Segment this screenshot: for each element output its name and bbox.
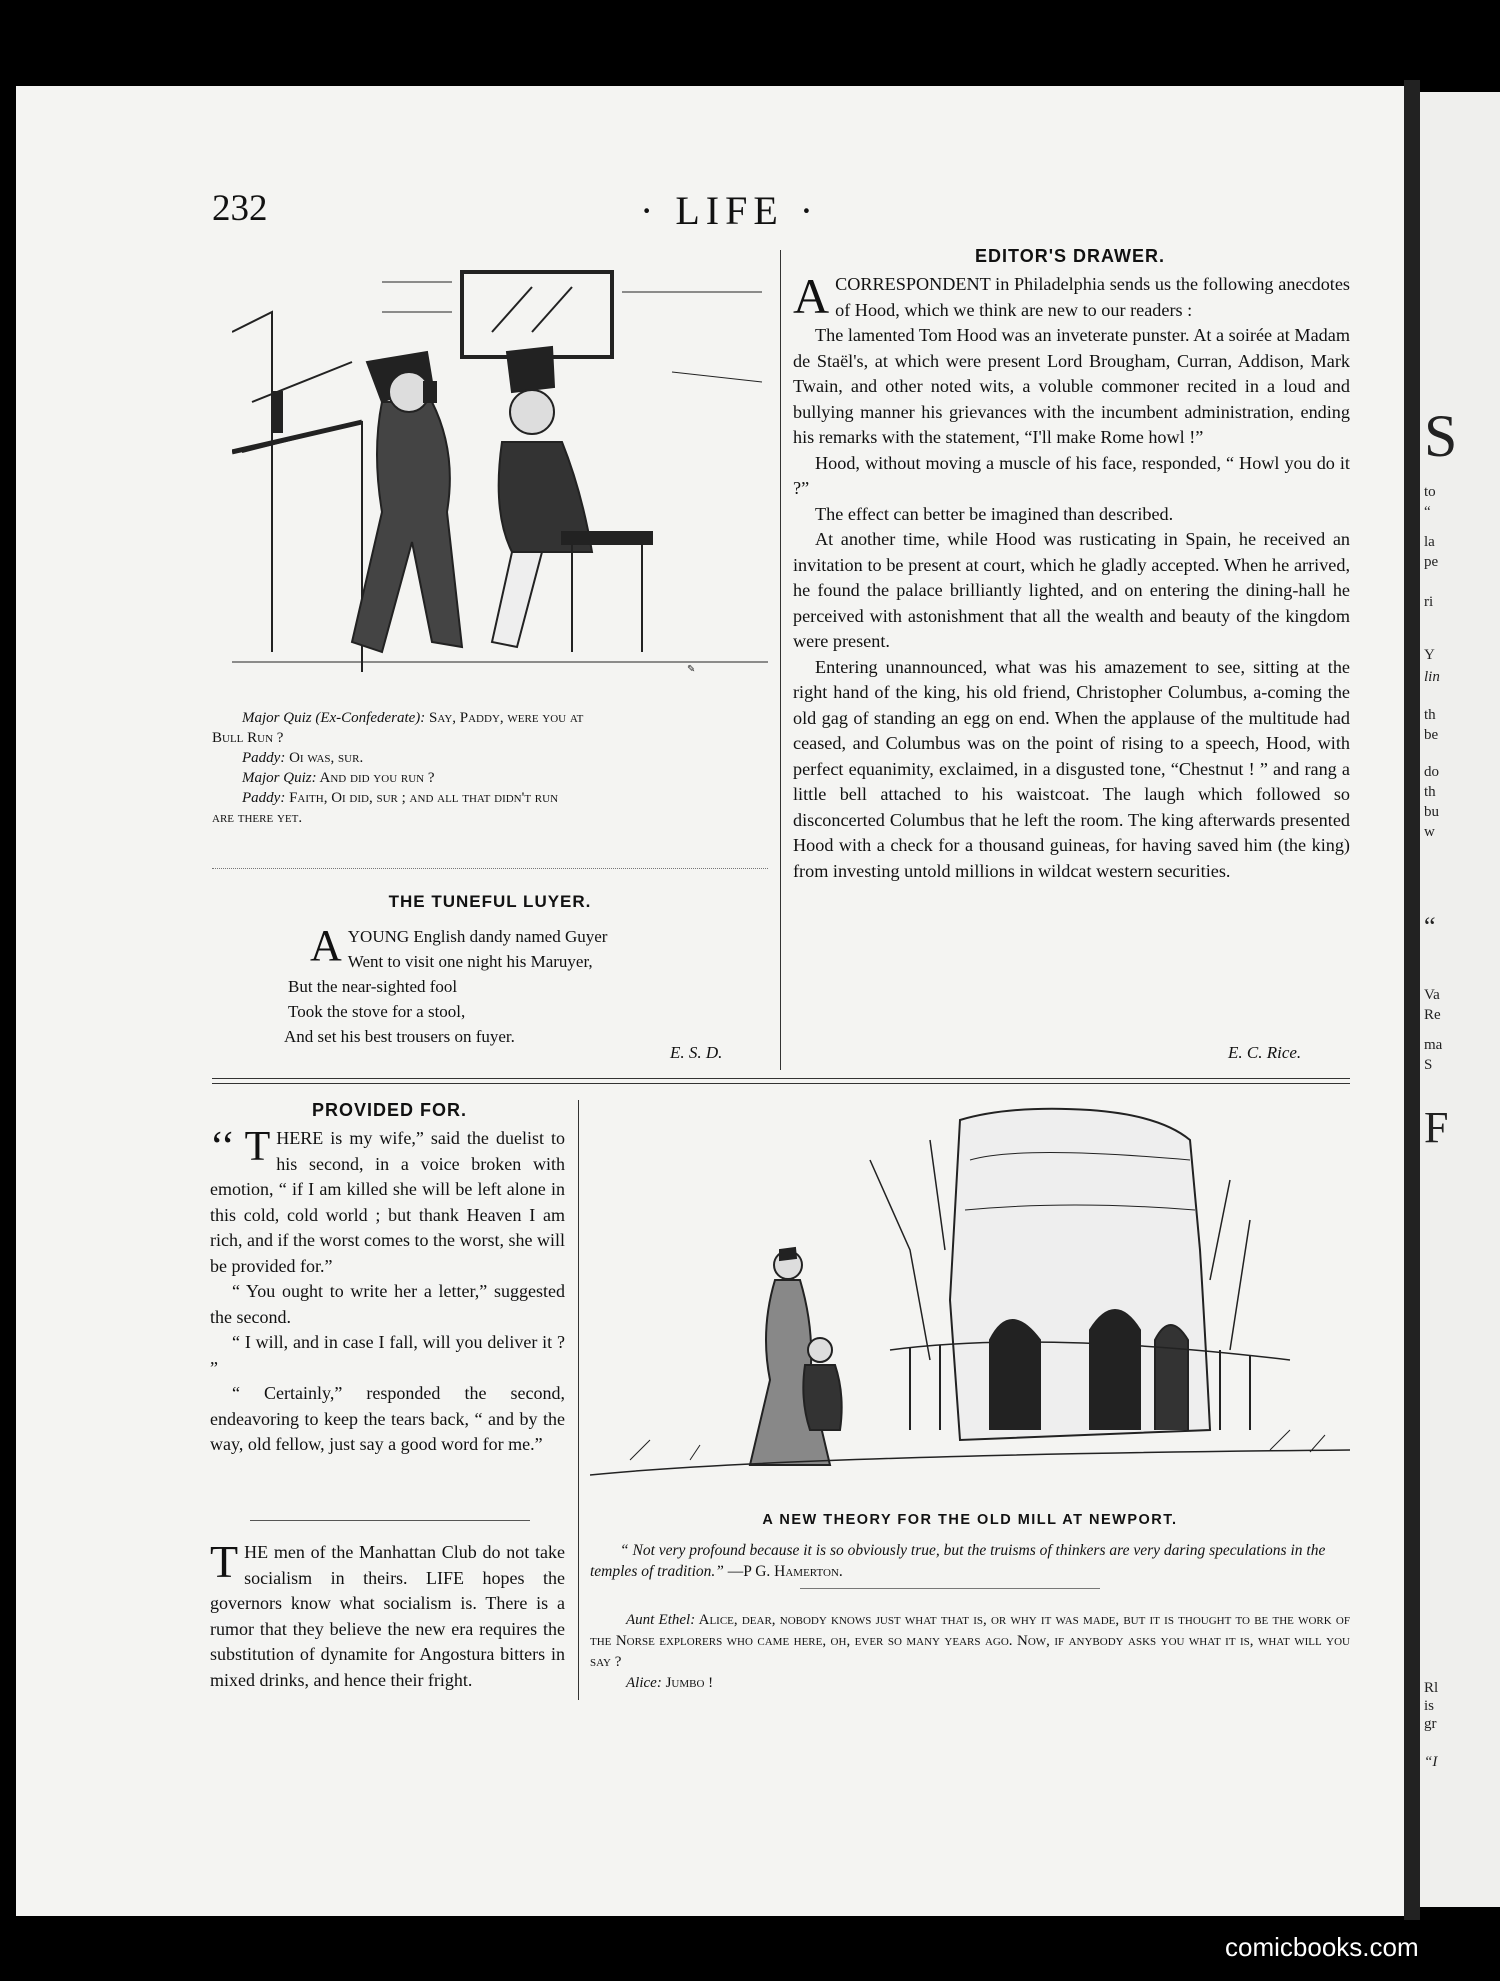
paragraph: The lamented Tom Hood was an inveterate punster. At a soirée at Madam de Staël's, at which were present Lord Brougham, Curran, Addison, Mark Twain, and other noted wits, a voluble commoner recited in a loud and bullying manner his grievances with the incumbent administration, ending his remarks with the statement, “I'll make Rome howl !” — [793, 325, 1350, 447]
next-page-fragment: F — [1424, 1103, 1449, 1152]
poem-signature: E. S. D. — [670, 1043, 723, 1062]
adjacent-page — [1420, 92, 1500, 1907]
old-mill-illustration — [590, 1100, 1350, 1490]
caption-line: And did you run ? — [319, 770, 435, 786]
divider — [800, 1588, 1100, 1589]
next-page-fragment: be — [1424, 727, 1439, 743]
editors-drawer-signature: E. C. Rice. — [1228, 1043, 1302, 1062]
paragraph: Entering unannounced, what was his amazement to see, sitting at the right hand of the king, his old friend, Christopher Columbus, a-coming the old gag of standing an egg on end. When the applause of the multitude had ceased, and Columbus was on the point of rising to a speech, Hood, with perfect equanimity, exclaimed, in a disgusted tone, “Chestnut ! ” and rang a little bell attached to his waistcoat. The laugh which followed so disconcerted Columbus that he left the room. The king afterwards presented Hood with a check for a thousand guineas, for having saved him (the king) from investing untold millions in wildcat western securities. — [793, 656, 1350, 881]
cartoon-title: A NEW THEORY FOR THE OLD MILL AT NEWPORT. — [762, 1512, 1178, 1528]
caption-line: are there yet. — [212, 810, 303, 826]
next-page-fragment: is — [1424, 1698, 1435, 1714]
cartoon-caption — [212, 708, 768, 828]
poem-line: YOUNG English dandy named Guyer — [347, 927, 608, 946]
dialogue-speaker: Alice: — [626, 1675, 662, 1691]
poem-line: Went to visit one night his Maruyer, — [347, 952, 593, 971]
next-page-fragment: gr — [1424, 1716, 1437, 1732]
section-rule — [212, 1078, 1350, 1084]
poem-title: THE TUNEFUL LUYER. — [388, 892, 592, 911]
column-divider — [578, 1100, 579, 1700]
page-spine — [1404, 80, 1420, 1920]
next-page-fragment: pe — [1424, 554, 1439, 570]
svg-text:✎: ✎ — [687, 664, 696, 675]
next-page-fragment: th — [1424, 707, 1436, 723]
next-page-fragment: bu — [1424, 804, 1439, 820]
poem-line: Took the stove for a stool, — [288, 1002, 466, 1021]
next-page-fragment: ma — [1424, 1037, 1443, 1053]
next-page-fragment: S — [1424, 403, 1458, 469]
paragraph: Hood, without moving a muscle of his face, responded, “ Howl you do it ?” — [793, 452, 1350, 498]
bar-cartoon-illustration — [232, 252, 768, 682]
provided-for-text — [210, 1126, 565, 1458]
divider — [212, 868, 768, 869]
caption-line: Oi was, sur. — [289, 750, 364, 766]
dialogue-line: Alice, dear, nobody knows just what that is, or why it was made, but it is thought to be the work of the Norse explorers who came here, oh, ever so many years ago. Now, if anybody asks you what it is, what will you say ? — [590, 1612, 1350, 1670]
divider — [250, 1520, 530, 1521]
next-page-fragment: w — [1424, 824, 1435, 840]
next-page-fragment: lin — [1424, 669, 1440, 685]
paragraph: “ I will, and in case I fall, will you deliver it ? ” — [210, 1332, 565, 1378]
paragraph: The effect can better be imagined than described. — [815, 503, 1174, 524]
next-page-fragment: ri — [1424, 594, 1434, 610]
poem-line: But the near-sighted fool — [288, 977, 458, 996]
quote-author: —P G. Hamerton. — [727, 1563, 843, 1580]
paragraph: “ Certainly,” responded the second, endeavoring to keep the tears back, “ and by the way, old fellow, just say a good word for me.” — [210, 1383, 565, 1454]
editors-drawer-title: EDITOR'S DRAWER. — [975, 246, 1165, 266]
caption-line: Bull Run ? — [212, 730, 284, 746]
magazine-masthead: · LIFE · — [640, 188, 820, 233]
manhattan-club-text — [210, 1536, 565, 1693]
cartoon-dialogue — [590, 1610, 1350, 1694]
paragraph: “ You ought to write her a letter,” suggested the second. — [210, 1281, 565, 1327]
caption-speaker: Major Quiz (Ex-Confederate): — [242, 710, 426, 726]
next-page-fragment: “I — [1424, 1754, 1438, 1770]
poem — [284, 921, 728, 1049]
dialogue-line: Jumbo ! — [665, 1675, 714, 1691]
page-number: 232 — [212, 188, 268, 229]
next-page-fragment: Va — [1424, 987, 1440, 1003]
next-page-fragment: S — [1424, 1057, 1433, 1073]
next-page-fragment: Re — [1424, 1007, 1441, 1023]
caption-speaker: Paddy: — [242, 750, 286, 766]
provided-for-title: PROVIDED FOR. — [311, 1100, 467, 1120]
caption-line: Say, Paddy, were you at — [429, 710, 584, 726]
next-page-fragment: Y — [1424, 647, 1435, 663]
next-page-fragment: “ — [1424, 912, 1436, 941]
hamerton-quote — [590, 1540, 1350, 1582]
paragraph: CORRESPONDENT in Philadelphia sends us the following anecdotes of Hood, which we think are new to our readers : — [835, 274, 1350, 320]
next-page-fragment: th — [1424, 784, 1436, 800]
paragraph: HE men of the Manhattan Club do not take socialism in theirs. LIFE hopes the governors know what socialism is. There is a rumor that they believe the new era requires the substitution of dynamite for Angostura bitters in mixed drinks, and hence their fright. — [210, 1542, 565, 1690]
next-page-fragment: “ — [1424, 504, 1431, 520]
next-page-fragment: Rl — [1424, 1680, 1439, 1696]
drop-cap: T — [210, 1536, 239, 1587]
paragraph: At another time, while Hood was rusticating in Spain, he received an invitation to be present at court, which he gladly accepted. When he arrived, he found the palace brilliantly lighted, and on entering the dining-hall he perceived with astonishment that all the wealth and beauty of the kingdom were present. — [793, 529, 1350, 651]
caption-speaker: Major Quiz: — [242, 770, 317, 786]
column-divider — [780, 250, 781, 1070]
next-page-fragment: to — [1424, 484, 1436, 500]
drop-cap: A — [310, 921, 342, 970]
poem-line: And set his best trousers on fuyer. — [284, 1027, 515, 1046]
drop-cap: A — [793, 268, 830, 324]
caption-line: Faith, Oi did, sur ; and all that didn't run — [289, 790, 559, 806]
caption-speaker: Paddy: — [242, 790, 286, 806]
next-page-fragment: la — [1424, 534, 1435, 550]
editors-drawer-text — [793, 268, 1350, 884]
paragraph: HERE is my wife,” said the duelist to his second, in a voice broken with emotion, “ if I am killed she will be left alone in this cold, cold world ; but thank Heaven I am rich, and if the worst comes to the worst, she will be provided for.” — [210, 1128, 565, 1276]
site-watermark: comicbooks.com — [1225, 1932, 1419, 1962]
drop-cap: ‘‘ T — [210, 1124, 271, 1170]
dialogue-speaker: Aunt Ethel: — [626, 1612, 696, 1628]
quote-text: “ Not very profound because it is so obviously true, but the truisms of thinkers are very daring speculations in the temples of tradition.” — [590, 1542, 1326, 1580]
next-page-fragment: do — [1424, 764, 1439, 780]
